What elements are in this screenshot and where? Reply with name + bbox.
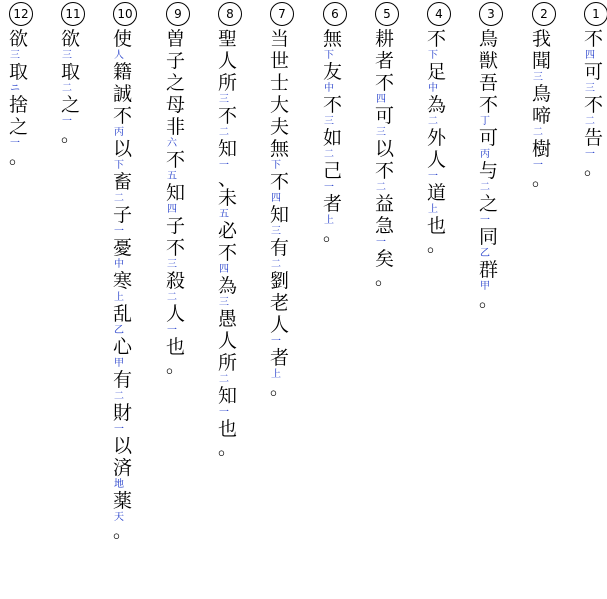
kanji-char: 益 <box>375 193 395 215</box>
kaeriten-mark: 三 <box>324 116 334 127</box>
kanji-char: 告 <box>584 127 604 149</box>
kanji-char: 人 <box>270 314 290 336</box>
kanji-char: 夫 <box>270 116 290 138</box>
kaeriten-mark: 一 <box>62 116 72 127</box>
kanji-char: 欲 <box>9 28 29 50</box>
kaeriten-mark: 二 <box>271 259 281 270</box>
kanji-char: 以 <box>113 138 133 160</box>
kanji-char: 不 <box>113 105 133 127</box>
kanji-char: 人 <box>218 330 238 352</box>
kaeriten-mark: 三 <box>219 94 229 105</box>
kanji-char: 鳥 <box>532 83 552 105</box>
kanji-char: 不 <box>427 28 447 50</box>
kaeriten-mark: 三 <box>62 50 72 61</box>
kaeriten-mark: 三 <box>271 226 281 237</box>
kanji-char: 人 <box>427 149 447 171</box>
kaeriten-mark: 人 <box>114 50 124 61</box>
kanji-char: 也 <box>218 418 238 440</box>
kanji-char: 世 <box>270 50 290 72</box>
kanji-char: 友 <box>323 61 343 83</box>
kanji-char: 大 <box>270 94 290 116</box>
kanji-char: 老 <box>270 292 290 314</box>
kanji-char: 知 <box>270 204 290 226</box>
kanji-char: 寒 <box>113 270 133 292</box>
kanji-char: 也 <box>427 215 447 237</box>
item-number-circle: 4 <box>427 2 451 26</box>
item-number-circle: 8 <box>218 2 242 26</box>
item-number-circle: 11 <box>61 2 85 26</box>
kanji-char: 矣 <box>375 248 395 270</box>
item-number-circle: 10 <box>113 2 137 26</box>
kanji-char: 曽 <box>166 28 186 50</box>
item-number-circle: 5 <box>375 2 399 26</box>
kaeriten-mark: 丙 <box>114 127 124 138</box>
kaeriten-mark: 一 <box>10 138 20 149</box>
kaeriten-mark: 二 <box>167 292 177 303</box>
kanji-char: 不 <box>479 94 499 116</box>
kaeriten-mark: 二 <box>428 116 438 127</box>
kanji-char: 者 <box>375 50 395 72</box>
item-number-circle: 6 <box>323 2 347 26</box>
kaeriten-mark: 甲 <box>480 281 490 292</box>
kaeriten-mark: 四 <box>376 94 386 105</box>
kaeriten-mark: 一 <box>114 424 124 435</box>
kanji-char: 憂 <box>113 237 133 259</box>
kaeriten-mark: 五 <box>167 171 177 182</box>
kanji-char: 不 <box>584 94 604 116</box>
kaeriten-mark: 上 <box>324 215 334 226</box>
kanji-char: 群 <box>479 259 499 281</box>
kanji-char: 不 <box>323 94 343 116</box>
kanji-char: 獣 <box>479 50 499 72</box>
kaeriten-mark: 四 <box>219 264 229 275</box>
kanji-char: 取 <box>9 61 29 83</box>
kaeriten-mark: 一 <box>167 325 177 336</box>
kanji-char: 所 <box>218 352 238 374</box>
kanji-char: 済 <box>113 457 133 479</box>
kanji-char: 足 <box>427 61 447 83</box>
kanji-char: 如 <box>323 127 343 149</box>
kanji-char: 非 <box>166 116 186 138</box>
kanji-char: 聞 <box>532 50 552 72</box>
kaeriten-mark: 一 <box>324 182 334 193</box>
kaeriten-mark: 一 <box>271 336 281 347</box>
kanji-char: 同 <box>479 226 499 248</box>
kaeriten-mark: 四 <box>271 193 281 204</box>
kanji-char: 不 <box>375 72 395 94</box>
kaeriten-mark: 二 <box>376 182 386 193</box>
kanji-char: 啼 <box>532 105 552 127</box>
kanji-char: 也 <box>166 336 186 358</box>
passage-column-4 <box>427 2 457 256</box>
passage-column-11 <box>61 2 91 146</box>
kanji-char: 使 <box>113 28 133 50</box>
kanji-char: 人 <box>166 303 186 325</box>
kaeriten-mark: 六 <box>167 138 177 149</box>
kaeriten-mark: 下 <box>324 50 334 61</box>
item-number-circle: 1 <box>584 2 607 26</box>
kanji-char: 心 <box>113 336 133 358</box>
kanji-char: 不 <box>166 237 186 259</box>
punctuation-mark: 。 <box>166 355 186 377</box>
kanji-char: 子 <box>166 215 186 237</box>
kanji-char: 殺 <box>166 270 186 292</box>
kanji-char: 者 <box>323 193 343 215</box>
passage-column-5 <box>375 2 405 289</box>
kanji-char: 聖 <box>218 28 238 50</box>
kaeriten-mark: 四 <box>585 50 595 61</box>
kanji-char: 士 <box>270 72 290 94</box>
kanji-char: 劉 <box>270 270 290 292</box>
kanji-char: 財 <box>113 402 133 424</box>
kaeriten-mark: 二 <box>480 182 490 193</box>
kanji-char: 無 <box>323 28 343 50</box>
kanji-char: 可 <box>479 127 499 149</box>
kanji-char: 者 <box>270 347 290 369</box>
kanji-char: 以 <box>113 435 133 457</box>
kanji-char: 外 <box>427 127 447 149</box>
kaeriten-mark: 一 <box>480 215 490 226</box>
punctuation-mark: 、 <box>218 168 238 190</box>
kanji-char: 我 <box>532 28 552 50</box>
kanji-char: 不 <box>270 171 290 193</box>
punctuation-mark: 。 <box>61 124 81 146</box>
kanji-char: 畜 <box>113 171 133 193</box>
kanji-char: 子 <box>113 204 133 226</box>
item-number-circle: 7 <box>270 2 294 26</box>
kanji-char: 以 <box>375 138 395 160</box>
punctuation-mark: 。 <box>375 267 395 289</box>
kanji-char: 之 <box>61 94 81 116</box>
kaeriten-mark: 二 <box>219 374 229 385</box>
kaeriten-mark: 三 <box>219 297 229 308</box>
kaeriten-mark: 一 <box>114 226 124 237</box>
kanji-char: 為 <box>218 275 238 297</box>
punctuation-mark: 。 <box>427 234 447 256</box>
kanji-char: 未 <box>218 187 238 209</box>
kaeriten-mark: 一 <box>585 149 595 160</box>
kaeriten-mark: 甲 <box>114 358 124 369</box>
kaeriten-mark: 二 <box>533 127 543 138</box>
kaeriten-mark: 上 <box>428 204 438 215</box>
kaeriten-mark: 天 <box>114 512 124 523</box>
kaeriten-mark: 一 <box>533 160 543 171</box>
punctuation-mark: 。 <box>113 520 133 542</box>
kanji-char: 所 <box>218 72 238 94</box>
kaeriten-mark: 三 <box>585 83 595 94</box>
kanji-char: 耕 <box>375 28 395 50</box>
kanji-char: 不 <box>584 28 604 50</box>
kaeriten-mark: 二 <box>219 127 229 138</box>
kanji-char: 鳥 <box>479 28 499 50</box>
passage-column-12 <box>9 2 39 168</box>
kaeriten-mark: 地 <box>114 479 124 490</box>
punctuation-mark: 。 <box>479 289 499 311</box>
kanji-char: 有 <box>113 369 133 391</box>
kanji-char: 無 <box>270 138 290 160</box>
kanji-char: 急 <box>375 215 395 237</box>
kanji-char: 之 <box>166 72 186 94</box>
kaeriten-mark: 下 <box>114 160 124 171</box>
kanji-char: 有 <box>270 237 290 259</box>
kanji-char: 之 <box>479 193 499 215</box>
item-number-circle: 2 <box>532 2 556 26</box>
kanji-char: 不 <box>218 242 238 264</box>
kanji-char: 母 <box>166 94 186 116</box>
kanji-char: 子 <box>166 50 186 72</box>
passage-column-9 <box>166 2 196 377</box>
kaeriten-mark: 一 <box>219 160 229 171</box>
kanji-char: 不 <box>166 149 186 171</box>
kaeriten-mark: 二 <box>114 193 124 204</box>
item-number-circle: 3 <box>479 2 503 26</box>
kaeriten-mark: 二 <box>585 116 595 127</box>
kanji-char: 知 <box>218 385 238 407</box>
kanji-char: 己 <box>323 160 343 182</box>
kanji-char: 籍 <box>113 61 133 83</box>
punctuation-mark: 。 <box>584 157 604 179</box>
passage-column-10 <box>113 2 143 542</box>
kanji-char: 誠 <box>113 83 133 105</box>
kanji-char: 樹 <box>532 138 552 160</box>
kanji-char: 之 <box>9 116 29 138</box>
kanji-char: 薬 <box>113 490 133 512</box>
passage-column-8 <box>218 2 248 459</box>
kanji-char: 乱 <box>113 303 133 325</box>
punctuation-mark: 。 <box>218 437 238 459</box>
passage-column-3 <box>479 2 509 311</box>
kaeriten-mark: 中 <box>324 83 334 94</box>
kaeriten-mark: 三 <box>167 259 177 270</box>
kanji-char: 知 <box>218 138 238 160</box>
kaeriten-mark: 上 <box>271 369 281 380</box>
kanji-char: 可 <box>375 105 395 127</box>
item-number-circle: 9 <box>166 2 190 26</box>
kaeriten-mark: 下 <box>271 160 281 171</box>
kaeriten-mark: 三 <box>10 50 20 61</box>
punctuation-mark: 。 <box>532 168 552 190</box>
kaeriten-mark: 五 <box>219 209 229 220</box>
kaeriten-mark: 一 <box>376 237 386 248</box>
kaeriten-mark: 中 <box>428 83 438 94</box>
kaeriten-mark: 三 <box>533 72 543 83</box>
kaeriten-mark: 乙 <box>480 248 490 259</box>
kaeriten-mark: 丁 <box>480 116 490 127</box>
kanji-char: 人 <box>218 50 238 72</box>
kanji-char: 愚 <box>218 308 238 330</box>
kaeriten-mark: 四 <box>167 204 177 215</box>
passage-column-2 <box>532 2 562 190</box>
passage-column-1 <box>584 2 607 179</box>
kaeriten-mark: 一 <box>428 171 438 182</box>
kaeriten-mark: 一 <box>219 407 229 418</box>
kanji-char: 吾 <box>479 72 499 94</box>
punctuation-mark: 。 <box>9 146 29 168</box>
passage-column-7 <box>270 2 300 399</box>
kanji-char: 不 <box>375 160 395 182</box>
item-number-circle: 12 <box>9 2 33 26</box>
punctuation-mark: 。 <box>323 223 343 245</box>
kaeriten-mark: 下 <box>428 50 438 61</box>
kanji-char: 不 <box>218 105 238 127</box>
kanji-char: 当 <box>270 28 290 50</box>
kaeriten-mark: 上 <box>114 292 124 303</box>
kaeriten-mark: 二 <box>114 391 124 402</box>
passage-column-6 <box>323 2 353 245</box>
kanji-char: 可 <box>584 61 604 83</box>
kanji-char: 道 <box>427 182 447 204</box>
kanji-char: 為 <box>427 94 447 116</box>
kaeriten-mark: 乙 <box>114 325 124 336</box>
kanji-char: 取 <box>61 61 81 83</box>
kanji-char: 欲 <box>61 28 81 50</box>
kaeriten-mark: 丙 <box>480 149 490 160</box>
kanji-char: 知 <box>166 182 186 204</box>
kanji-char: 捨 <box>9 94 29 116</box>
kaeriten-mark: 中 <box>114 259 124 270</box>
kanji-char: 必 <box>218 220 238 242</box>
kaeriten-mark: 三 <box>376 127 386 138</box>
kaeriten-mark: 二 <box>62 83 72 94</box>
kaeriten-mark: ニ <box>10 83 20 94</box>
kaeriten-mark: 二 <box>324 149 334 160</box>
punctuation-mark: 。 <box>270 377 290 399</box>
kanji-char: 与 <box>479 160 499 182</box>
